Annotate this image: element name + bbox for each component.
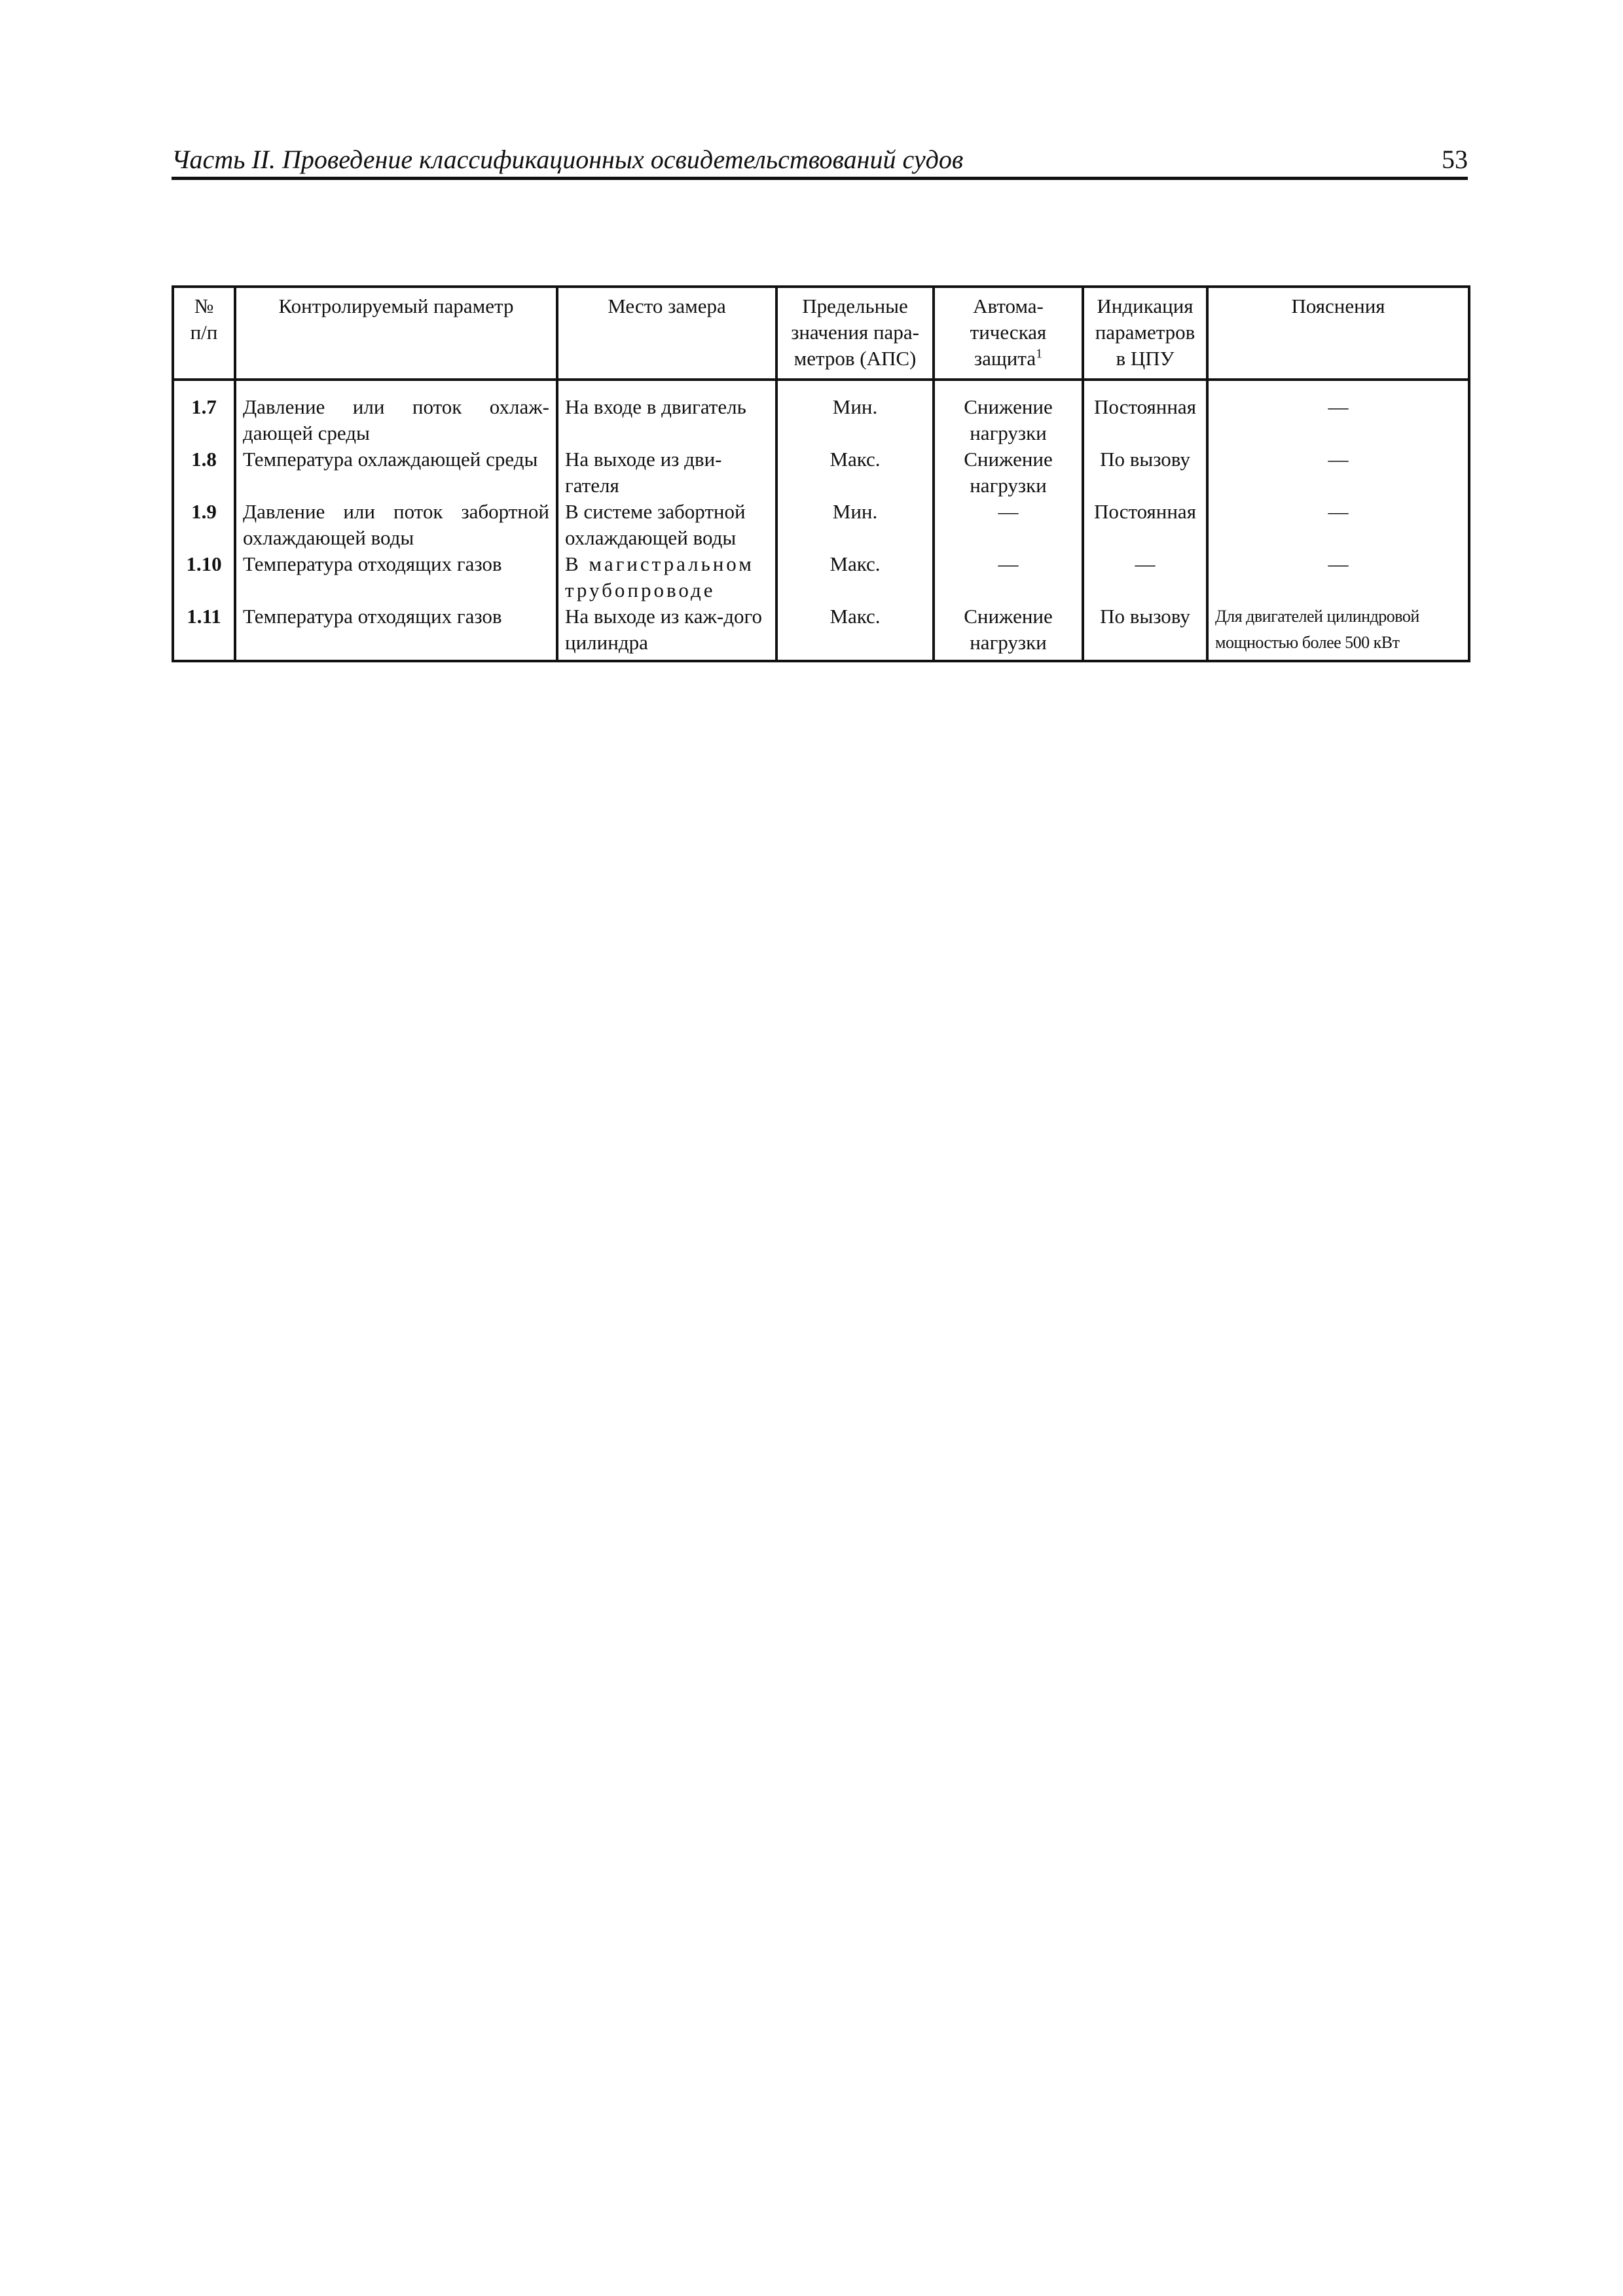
page-number: 53 — [1442, 145, 1468, 174]
row-note: — — [1207, 380, 1469, 446]
row-parameter: Давление или поток охлаж-дающей среды — [235, 380, 557, 446]
row-note: Для двигателей цилиндровой мощностью более 500 кВт — [1207, 603, 1469, 661]
col-header-indication: Индикация параметров в ЦПУ — [1083, 287, 1207, 380]
running-header — [172, 144, 1468, 181]
row-indication: — — [1083, 551, 1207, 603]
row-protection: Снижение нагрузки — [934, 380, 1083, 446]
row-limit: Макс. — [776, 446, 934, 499]
row-place: На выходе из дви-гателя — [557, 446, 776, 499]
col-header-protection: Автома- тическая защита$^1$ — [934, 287, 1083, 380]
parameters-table — [172, 285, 1470, 662]
row-limit: Мин. — [776, 499, 934, 551]
row-number: 1.10 — [173, 551, 235, 603]
row-indication: Постоянная — [1083, 380, 1207, 446]
row-number: 1.8 — [173, 446, 235, 499]
table-row — [173, 446, 1469, 499]
col-header-notes: Пояснения — [1207, 287, 1469, 380]
row-note: — — [1207, 551, 1469, 603]
row-parameter: Температура охлаждающей среды — [235, 446, 557, 499]
table-row — [173, 499, 1469, 551]
row-indication: По вызову — [1083, 446, 1207, 499]
col-header-place: Место замера — [557, 287, 776, 380]
row-limit: Мин. — [776, 380, 934, 446]
row-note: — — [1207, 446, 1469, 499]
col-header-number: № п/п — [173, 287, 235, 380]
row-indication: По вызову — [1083, 603, 1207, 661]
row-limit: Макс. — [776, 603, 934, 661]
row-note: — — [1207, 499, 1469, 551]
header-rule — [172, 177, 1468, 180]
row-protection: — — [934, 551, 1083, 603]
row-place: В системе забортной охлаждающей воды — [557, 499, 776, 551]
row-number: 1.7 — [173, 380, 235, 446]
header-title: Часть II. Проведение классификационных освидетельствований судов — [172, 145, 964, 174]
row-protection: — — [934, 499, 1083, 551]
row-parameter: Давление или поток забортной охлаждающей воды — [235, 499, 557, 551]
row-protection: Снижение нагрузки — [934, 603, 1083, 661]
row-parameter: Температура отходящих газов — [235, 603, 557, 661]
table-header-row — [173, 287, 1469, 380]
row-place: На выходе из каж-дого цилиндра — [557, 603, 776, 661]
table-row — [173, 380, 1469, 446]
table-row — [173, 551, 1469, 603]
table-row — [173, 603, 1469, 661]
row-parameter: Температура отходящих газов — [235, 551, 557, 603]
row-number: 1.9 — [173, 499, 235, 551]
row-place: На входе в двигатель — [557, 380, 776, 446]
col-header-parameter: Контролируемый параметр — [235, 287, 557, 380]
row-protection: Снижение нагрузки — [934, 446, 1083, 499]
row-limit: Макс. — [776, 551, 934, 603]
row-indication: Постоянная — [1083, 499, 1207, 551]
col-header-limit: Предельные значения пара- метров (АПС) — [776, 287, 934, 380]
row-number: 1.11 — [173, 603, 235, 661]
row-place: В магистральном трубопроводе — [557, 551, 776, 603]
